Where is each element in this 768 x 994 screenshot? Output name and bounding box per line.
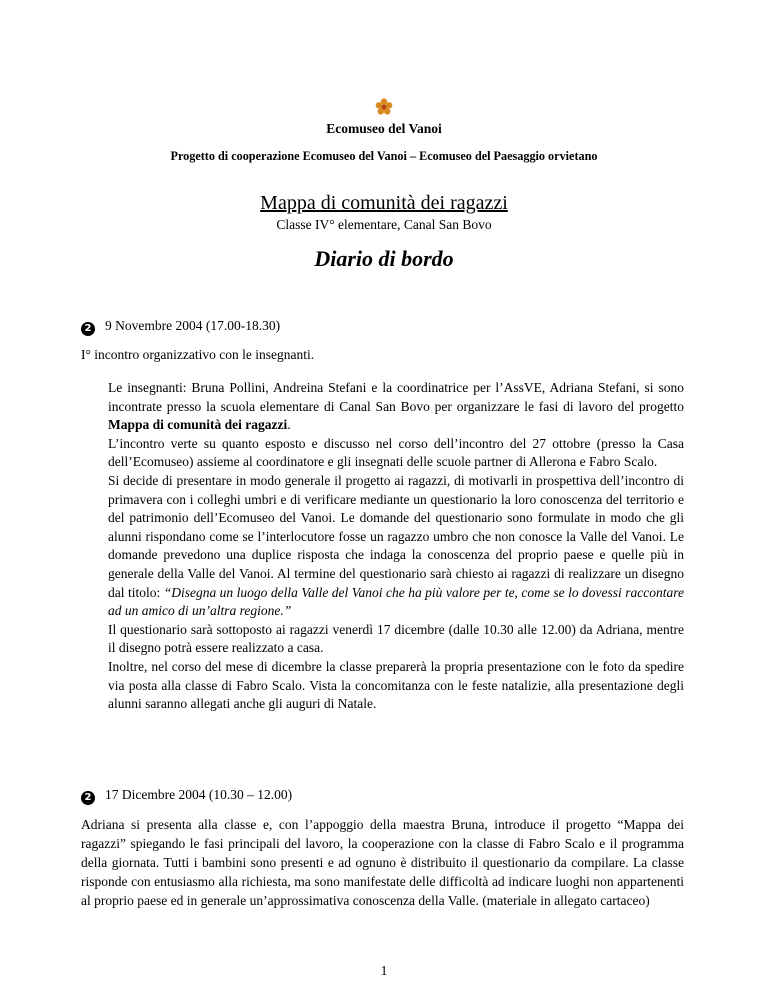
entry-date: 9 Novembre 2004 (17.00-18.30) bbox=[105, 318, 281, 333]
paragraph: Adriana si presenta alla classe e, con l’appoggio della maestra Bruna, introduce il progetto “Mappa dei ragazzi” spiegando le fasi principali del lavoro, la cooperazione con la classe di Fabro Scalo e il programma della giornata. Tutti i bambini sono presenti e ad ognuno è distribuito il questionario da compilare. La classe risponde con entusiasmo alla richiesta, ma sono manifestate delle difficoltà ad indicare luoghi non appartenenti al proprio paese ed in generale un’approssimativa conoscenza della Valle. (materiale in allegato cartaceo) bbox=[81, 817, 684, 908]
text-run: Si decide di presentare in modo generale il progetto ai ragazzi, di motivarli in prospettiva dell’incontro di primavera con i colleghi umbri e di verificare mediante un questionario la loro conoscenza del territorio e del patrimonio dell’Ecomuseo del Vanoi. Le domande del questionario sono formulate in modo che gli alunni rispondano come se l’interlocutore fosse un ragazzo umbro che non conosce la Valle del Vanoi. Le domande prevedono una duplice risposta che indaga la conoscenza del proprio paese e quelle più in generale della Valle del Vanoi. Al termine del questionario sarà chiesto ai ragazzi di realizzare un disegno dal titolo: bbox=[108, 472, 684, 600]
document-title: Mappa di comunità dei ragazzi bbox=[260, 192, 508, 214]
drawing-title-quote: “Disegna un luogo della Valle del Vanoi che ha più valore per te, come se lo dovessi raccontare ad un amico di un’altra regione.” bbox=[108, 584, 685, 619]
diary-heading: Diario di bordo bbox=[314, 246, 454, 271]
entry-intro: I° incontro organizzativo con le insegnanti. bbox=[81, 347, 315, 362]
numbered-bullet-icon: 2 bbox=[81, 322, 95, 336]
bold-project-name: Mappa di comunità dei ragazzi bbox=[108, 417, 288, 433]
organization-name: Ecomuseo del Vanoi bbox=[326, 121, 442, 136]
numbered-bullet-icon: 2 bbox=[81, 791, 95, 805]
text-run: Le insegnanti: Bruna Pollini, Andreina Stefani e la coordinatrice per l’AssVE, Adriana Stefani, si sono incontrate presso la scuola elementare di Canal San Bovo per organizzare le fasi di lavoro del progetto bbox=[108, 380, 684, 414]
entry-body bbox=[108, 379, 684, 714]
entry-date: 17 Dicembre 2004 (10.30 – 12.00) bbox=[105, 787, 293, 802]
paragraph: Inoltre, nel corso del mese di dicembre la classe preparerà la propria presentazione con le foto da spedire via posta alla classe di Fabro Scalo. Vista la concomitanza con le feste natalizie, alla presentazione degli alunni saranno allegati anche gli auguri di Natale. bbox=[108, 658, 684, 712]
paragraph bbox=[108, 472, 684, 621]
entry-date-heading bbox=[81, 318, 280, 336]
paragraph: Il questionario sarà sottoposto ai ragazzi venerdì 17 dicembre (dalle 10.30 alle 12.00) da Adriana, mentre il disegno potrà essere realizzato a casa. bbox=[108, 621, 684, 656]
paragraph: L’incontro verte su quanto esposto e discusso nel corso dell’incontro del 27 ottobre (presso la Casa dell’Ecomuseo) assieme al coordinatore e gli insegnati delle scuole partner di Allerona e Fabro Scalo. bbox=[108, 435, 684, 470]
paragraph bbox=[108, 379, 684, 435]
document-subtitle: Classe IV° elementare, Canal San Bovo bbox=[276, 217, 492, 232]
page-number: 1 bbox=[380, 963, 388, 978]
entry-date-heading bbox=[81, 787, 292, 805]
ecomuseo-flower-logo-icon bbox=[375, 98, 393, 116]
text-run: . bbox=[287, 417, 291, 433]
project-title: Progetto di cooperazione Ecomuseo del Vanoi – Ecomuseo del Paesaggio orvietano bbox=[170, 149, 598, 163]
